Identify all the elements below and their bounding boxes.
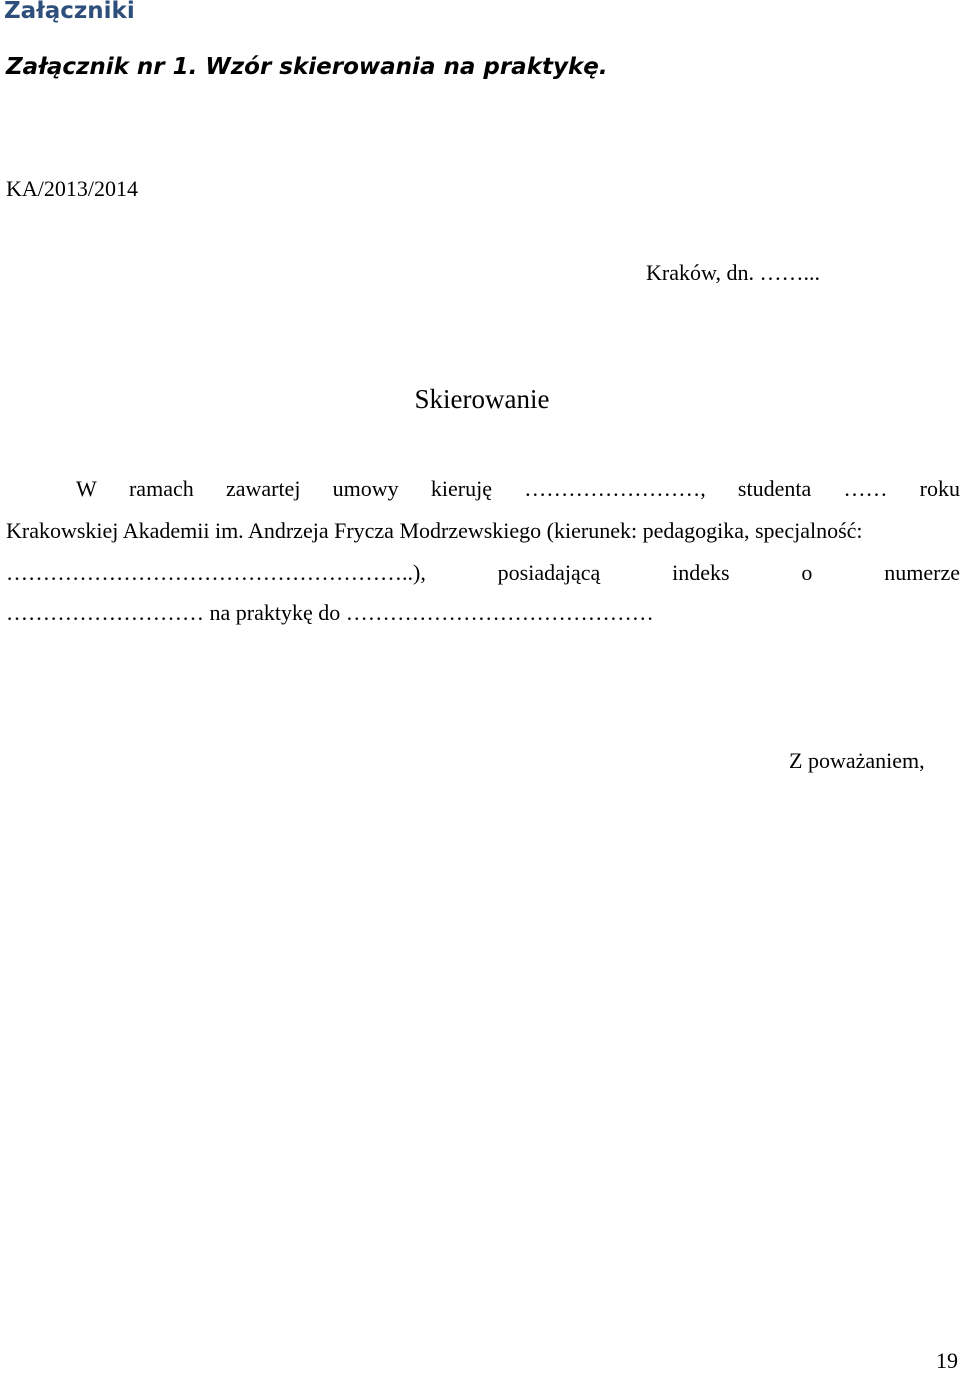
body-line-2 (6, 518, 960, 544)
place-date: Kraków, dn. ……... (646, 260, 820, 285)
body-text: Krakowskiej Akademii im. Andrzeja Frycza Modrzewskiego (kierunek: pedagogika, specjalność: (6, 518, 863, 543)
reference-number: KA/2013/2014 (6, 176, 138, 201)
section-heading: Załączniki (4, 0, 135, 24)
word: W (76, 476, 97, 501)
body-line-4 (6, 600, 960, 626)
word: o (801, 560, 813, 585)
body-line-3 (6, 560, 960, 586)
word: indeks (672, 560, 730, 585)
closing-salutation: Z poważaniem, (789, 748, 925, 773)
blank-field: ……………………, (524, 476, 706, 501)
word: studenta (737, 476, 812, 501)
word: roku (919, 476, 960, 501)
word: kieruję (430, 476, 492, 501)
annex-title: Załącznik nr 1. Wzór skierowania na praktykę. (6, 54, 608, 80)
word: umowy (332, 476, 399, 501)
word: numerze (884, 560, 960, 585)
word: posiadającą (497, 560, 601, 585)
page-number: 19 (936, 1348, 958, 1373)
body-text: ……………………… na praktykę do …………………………………… (6, 600, 654, 625)
body-line-1 (6, 476, 960, 502)
blank-field: …… (843, 476, 888, 501)
word: zawartej (225, 476, 301, 501)
word: ramach (128, 476, 194, 501)
blank-field: ………………………………………………..), (6, 560, 426, 585)
document-title: Skierowanie (414, 384, 550, 414)
